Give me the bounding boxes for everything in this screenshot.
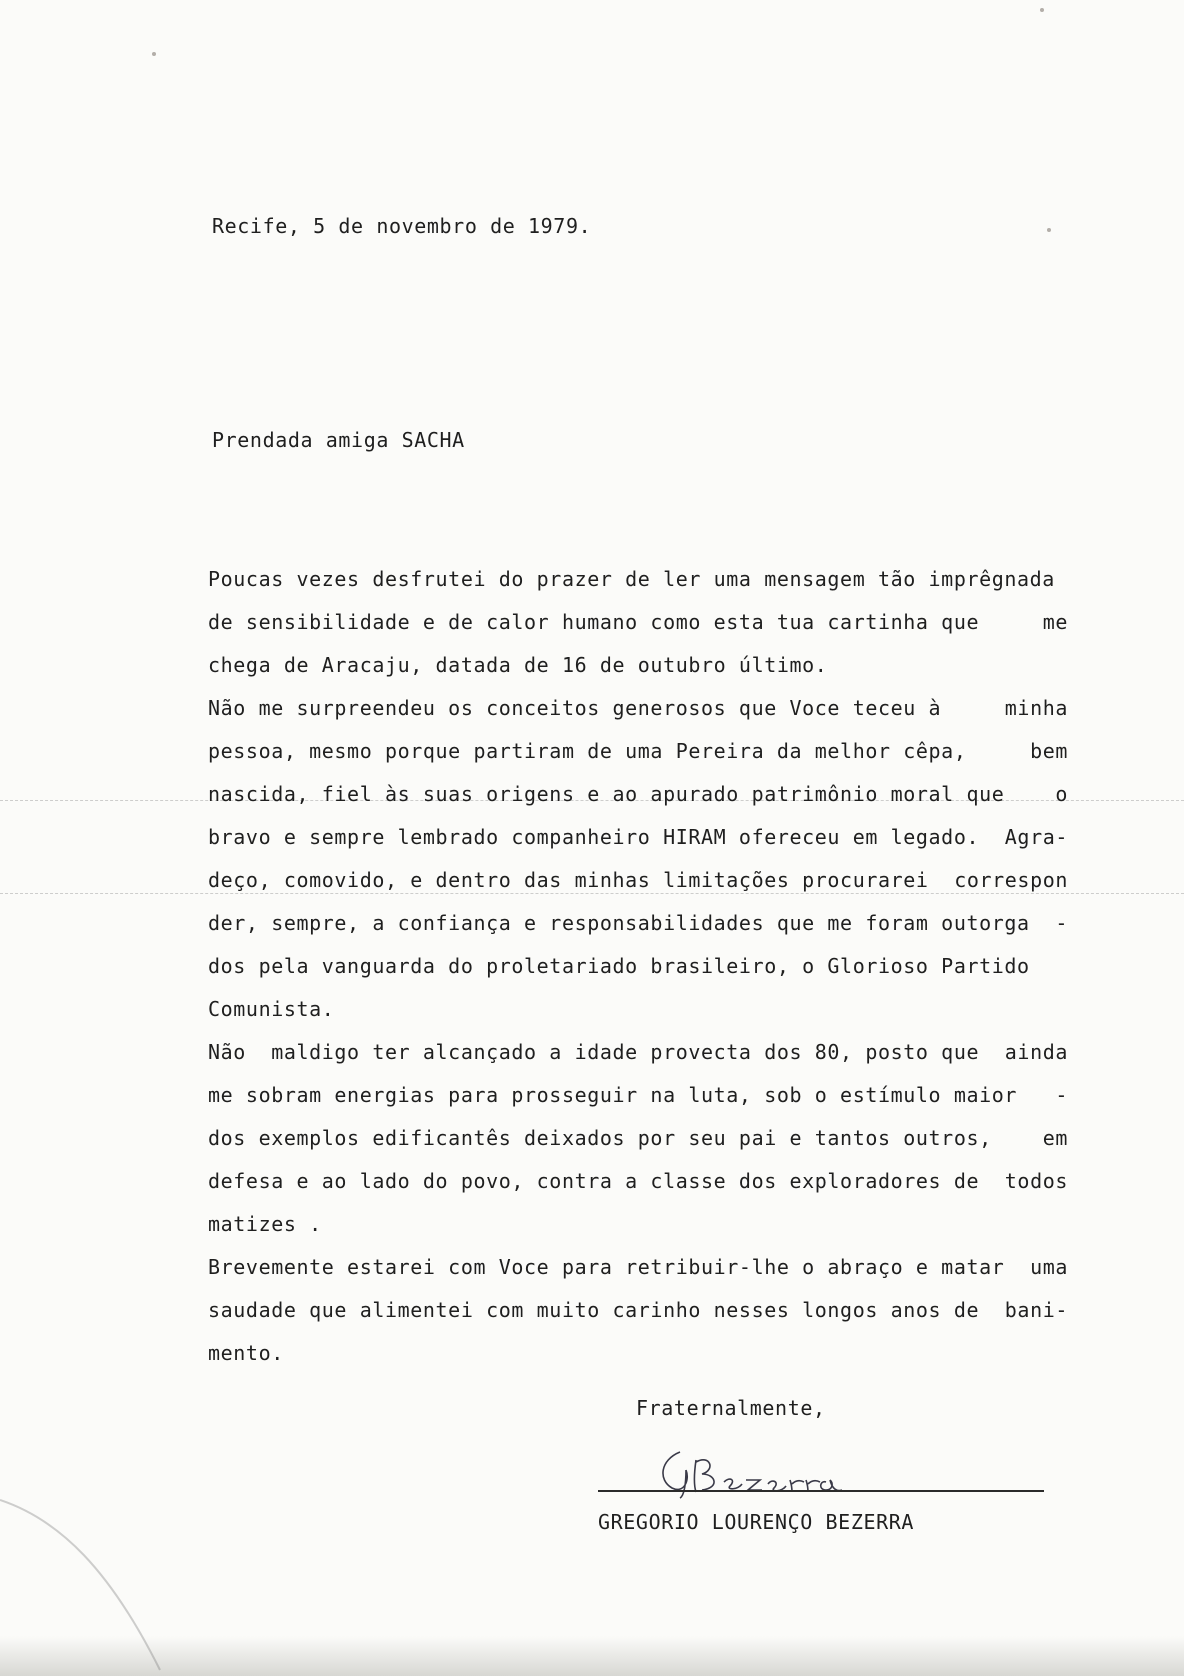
body-line: de sensibilidade e de calor humano como esta tua cartinha que me xyxy=(208,610,1068,634)
body-line: matizes . xyxy=(208,1212,322,1236)
letter-body xyxy=(208,558,1068,1375)
paper-speck xyxy=(1040,8,1044,12)
body-line: defesa e ao lado do povo, contra a classe dos exploradores de todos xyxy=(208,1169,1068,1193)
body-line: bravo e sempre lembrado companheiro HIRAM ofereceu em legado. Agra- xyxy=(208,825,1068,849)
paper-corner-crease xyxy=(0,1480,170,1676)
body-line: me sobram energias para prosseguir na luta, sob o estímulo maior - xyxy=(208,1083,1068,1107)
body-line: Poucas vezes desfrutei do prazer de ler uma mensagem tão imprêgnada xyxy=(208,567,1055,591)
letter-salutation: Prendada amiga SACHA xyxy=(212,428,465,452)
paper-speck xyxy=(1047,228,1051,232)
body-line: nascida, fiel às suas origens e ao apurado patrimônio moral que o xyxy=(208,782,1068,806)
letter-closing: Fraternalmente, xyxy=(636,1396,826,1420)
body-line: dos exemplos edificantês deixados por seu pai e tantos outros, em xyxy=(208,1126,1068,1150)
signature-line xyxy=(598,1490,1044,1492)
body-line: deço, comovido, e dentro das minhas limitações procurarei correspon xyxy=(208,868,1068,892)
body-line: Comunista. xyxy=(208,997,335,1021)
body-line: chega de Aracaju, datada de 16 de outubro último. xyxy=(208,653,828,677)
paper-bottom-edge xyxy=(0,1636,1184,1676)
paper-speck xyxy=(152,52,156,56)
body-line: pessoa, mesmo porque partiram de uma Pereira da melhor cêpa, bem xyxy=(208,739,1068,763)
body-line: Não maldigo ter alcançado a idade provecta dos 80, posto que ainda xyxy=(208,1040,1068,1064)
body-line: der, sempre, a confiança e responsabilidades que me foram outorga - xyxy=(208,911,1068,935)
body-line: dos pela vanguarda do proletariado brasileiro, o Glorioso Partido xyxy=(208,954,1030,978)
body-line: saudade que alimentei com muito carinho nesses longos anos de bani- xyxy=(208,1298,1068,1322)
signer-name: GREGORIO LOURENÇO BEZERRA xyxy=(598,1510,915,1534)
body-line: Não me surpreendeu os conceitos generosos que Voce teceu à minha xyxy=(208,696,1068,720)
body-line: mento. xyxy=(208,1341,284,1365)
letter-date: Recife, 5 de novembro de 1979. xyxy=(212,214,592,238)
body-line: Brevemente estarei com Voce para retribuir-lhe o abraço e matar uma xyxy=(208,1255,1068,1279)
